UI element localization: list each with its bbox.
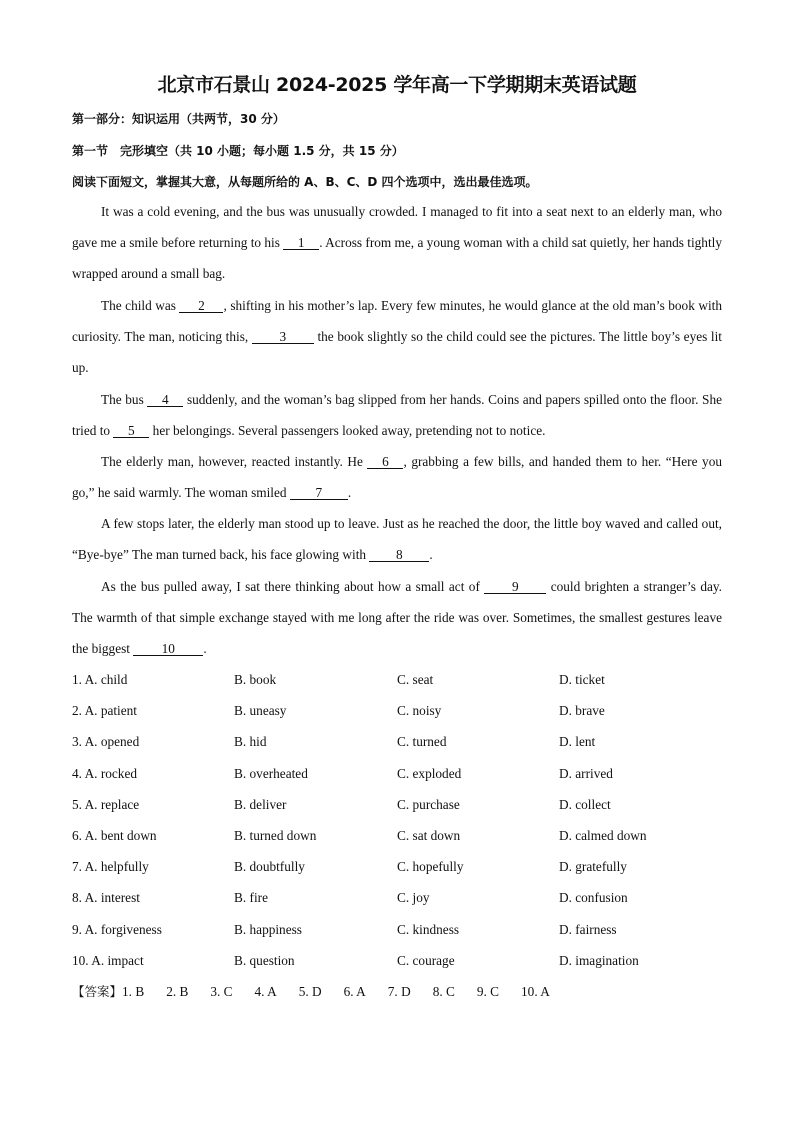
option-a: 7. A. helpfully xyxy=(72,859,149,875)
blank-1: 1 xyxy=(283,236,319,250)
answer-item: 1. B xyxy=(122,984,145,999)
paragraph-text: As the bus pulled away, I sat there thinking about how a small act of xyxy=(101,579,485,594)
option-c: C. courage xyxy=(397,952,455,968)
answer-item: 5. D xyxy=(298,984,322,999)
option-a: 2. A. patient xyxy=(72,703,137,719)
paragraph-text: The bus xyxy=(101,392,148,407)
option-row xyxy=(72,700,732,731)
option-c: C. kindness xyxy=(397,921,460,937)
option-b: B. deliver xyxy=(234,796,287,812)
options-table xyxy=(72,669,732,981)
answer-item: 9. C xyxy=(476,984,500,999)
blank-3: 3 xyxy=(252,330,314,344)
paragraph-text: the book slightly so the child could see the pictures. The little boy’s eyes lit up. xyxy=(72,329,722,376)
answer-item: 6. A xyxy=(343,984,366,999)
option-b: B. turned down xyxy=(234,827,317,843)
option-c: C. exploded xyxy=(397,765,462,781)
option-d: D. brave xyxy=(559,703,605,719)
answer-key xyxy=(72,981,572,1003)
answer-item: 10. A xyxy=(521,984,550,999)
option-row xyxy=(72,669,732,700)
answer-item: 3. C xyxy=(210,984,233,999)
passage-paragraph-4 xyxy=(72,446,722,508)
option-c: C. seat xyxy=(397,672,434,687)
option-c: C. noisy xyxy=(397,703,442,719)
passage-paragraph-2 xyxy=(72,290,722,384)
option-a: 1. A. child xyxy=(72,672,128,687)
paragraph-text: . xyxy=(429,547,433,563)
option-b: B. fire xyxy=(234,890,268,906)
option-a: 3. A. opened xyxy=(72,734,140,750)
paragraph-text: The child was xyxy=(101,298,180,313)
option-row xyxy=(72,794,732,825)
section1-heading: 第一节 完形填空（共 10 小题；每小题 1.5 分，共 15 分） xyxy=(72,144,404,158)
option-a: 9. A. forgiveness xyxy=(72,921,162,937)
option-a: 5. A. replace xyxy=(72,796,140,812)
option-a: 10. A. impact xyxy=(72,952,144,968)
passage-paragraph-5 xyxy=(72,508,722,570)
blank-8: 8 xyxy=(369,548,429,562)
option-row xyxy=(72,763,732,794)
option-c: C. joy xyxy=(397,890,430,906)
paragraph-text: her belongings. Several passengers looked away, pretending not to notice. xyxy=(149,423,546,439)
passage-paragraph-6 xyxy=(72,571,722,665)
option-b: B. uneasy xyxy=(234,703,287,719)
option-d: D. imagination xyxy=(559,952,639,968)
option-b: B. doubtfully xyxy=(234,859,305,875)
paragraph-text: suddenly, and the woman’s bag slipped from her hands. Coins and papers spilled onto the floor. She tried to xyxy=(72,392,722,439)
answer-item: 8. C xyxy=(432,984,455,999)
instruction: 阅读下面短文，掌握其大意，从每题所给的 A、B、C、D 四个选项中，选出最佳选项。 xyxy=(72,175,538,189)
option-d: D. ticket xyxy=(559,672,605,687)
blank-2: 2 xyxy=(179,299,223,313)
option-c: C. sat down xyxy=(397,827,461,843)
option-b: B. overheated xyxy=(234,765,308,781)
option-d: D. collect xyxy=(559,796,611,812)
blank-5: 5 xyxy=(113,424,149,438)
option-d: D. fairness xyxy=(559,921,617,937)
blank-10: 10 xyxy=(133,642,203,656)
option-row xyxy=(72,731,732,762)
answer-item: 2. B xyxy=(166,984,189,999)
paragraph-text: The elderly man, however, reacted instantly. He xyxy=(101,454,368,469)
option-a: 8. A. interest xyxy=(72,890,140,906)
option-d: D. calmed down xyxy=(559,827,647,843)
blank-4: 4 xyxy=(147,393,183,407)
answer-label: 【答案】 xyxy=(72,984,123,999)
blank-9: 9 xyxy=(484,580,546,594)
answer-item: 4. A xyxy=(254,984,277,999)
blank-7: 7 xyxy=(290,486,348,500)
page-title: 北京市石景山 2024-2025 学年高一下学期期末英语试题 xyxy=(157,74,637,96)
paragraph-text: . xyxy=(203,641,207,657)
option-row xyxy=(72,825,732,856)
option-d: D. arrived xyxy=(559,765,613,781)
paragraph-text: It was a cold evening, and the bus was unusually crowded. I managed to fit into a seat next to an elderly man, who gave me a smile before returning to his xyxy=(72,204,722,251)
paragraph-text: , grabbing a few bills, and handed them to her. “Here you go,” he said warmly. The woman smiled xyxy=(72,454,723,501)
paragraph-text: A few stops later, the elderly man stood up to leave. Just as he reached the door, the little boy waved and called out, “Bye-bye” The man turned back, his face glowing with xyxy=(72,516,722,563)
option-b: B. book xyxy=(234,672,277,687)
option-a: 6. A. bent down xyxy=(72,827,157,843)
option-row xyxy=(72,856,732,887)
option-d: D. lent xyxy=(559,734,596,750)
paragraph-text: , shifting in his mother’s lap. Every few minutes, he would glance at the old man’s book with curiosity. The man, noticing this, xyxy=(72,298,722,345)
option-row xyxy=(72,919,732,950)
paragraph-text: . xyxy=(347,485,352,501)
option-b: B. happiness xyxy=(234,921,302,937)
option-c: C. purchase xyxy=(397,796,460,812)
option-a: 4. A. rocked xyxy=(72,765,137,781)
option-b: B. question xyxy=(234,952,295,968)
paragraph-text: could brighten a stranger’s day. The warmth of that simple exchange stayed with me long after the ride was over. Sometimes, the smallest gestures leave the biggest xyxy=(72,579,722,657)
passage-paragraph-1 xyxy=(72,196,722,290)
option-d: D. confusion xyxy=(559,890,628,906)
option-c: C. turned xyxy=(397,734,447,750)
option-c: C. hopefully xyxy=(397,859,464,875)
part1-heading: 第一部分：知识运用（共两节，30 分） xyxy=(72,112,285,126)
blank-6: 6 xyxy=(367,455,403,469)
answer-item: 7. D xyxy=(387,984,411,999)
option-d: D. gratefully xyxy=(559,859,627,875)
passage-paragraph-3 xyxy=(72,384,722,446)
option-b: B. hid xyxy=(234,734,267,750)
option-row xyxy=(72,887,732,918)
paragraph-text: . Across from me, a young woman with a child sat quietly, her hands tightly wrapped around a small bag. xyxy=(72,235,722,282)
option-row xyxy=(72,950,732,981)
